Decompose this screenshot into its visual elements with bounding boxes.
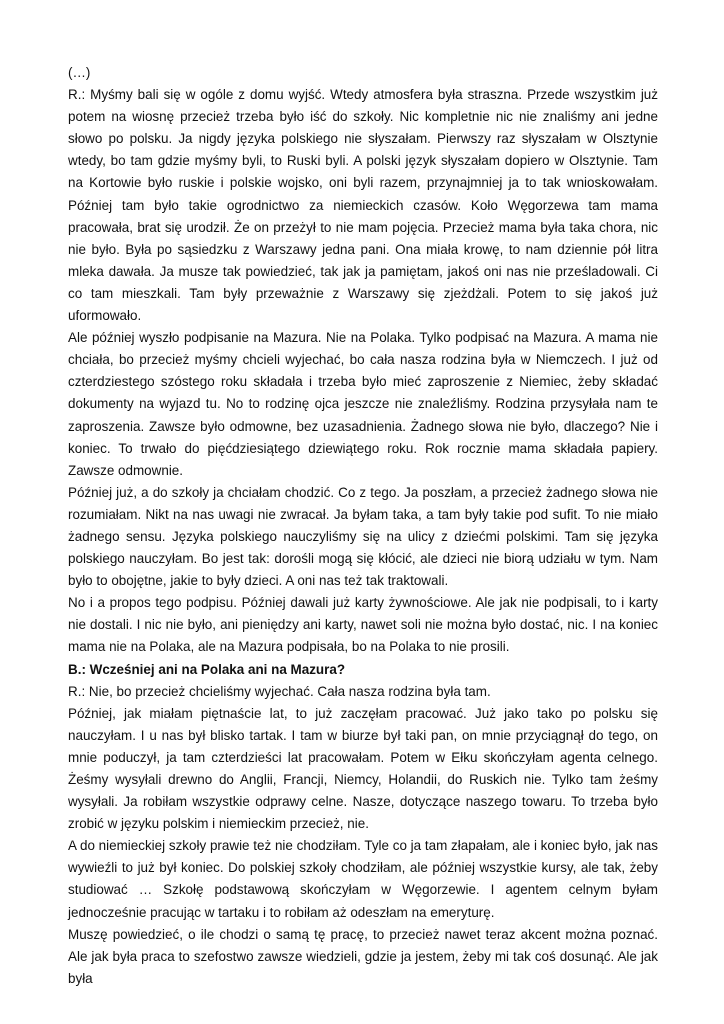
answer-paragraph: No i a propos tego podpisu. Później dawali już karty żywnościowe. Ale jak nie podpisali, to i karty nie dostali. I nic nie było, ani pieniędzy ani karty, nawet soli nie można było dostać, nic. I na koniec mama nie na Polaka, ale na Mazura podpisała, bo na Polaka to nie prosili. — [68, 595, 658, 655]
ellipsis-marker: (…) — [68, 65, 91, 80]
answer-paragraph: Później już, a do szkoły ja chciałam chodzić. Co z tego. Ja poszłam, a przecież żadnego słowa nie rozumiałam. Nikt na nas uwagi nie zwracał. Ja byłam taka, a tam były takie pod sufit. To nie miało żadnego sensu. Języka polskiego nauczyliśmy się na ulicy z dziećmi polskimi. Tam się języka polskiego nauczyłam. Bo jest tak: dorośli mogą się kłócić, ale dzieci nie biorą udziału w tym. Nam było to obojętne, jakie to były dzieci. A oni nas też tak traktowali. — [68, 484, 658, 589]
answer-paragraph: A do niemieckiej szkoły prawie też nie chodziłam. Tyle co ja tam złapałam, ale i koniec było, jak nas wywieźli to już był koniec. Do polskiej szkoły chodziłam, ale później wszystkie kursy, ale tak, żeby studiować … Szkołę podstawową skończyłam w Węgorzewie. I agentem celnym byłam jednocześnie pracując w tartaku i to robiłam aż odeszłam na emeryturę. — [68, 838, 658, 920]
answer-paragraph: Ale później wyszło podpisanie na Mazura. Nie na Polaka. Tylko podpisać na Mazura. A mama nie chciała, bo przecież myśmy chcieli wyjechać, bo cała nasza rodzina była w Niemczech. I już od czterdziestego szóstego roku składała i trzeba było mieć zaproszenie z Niemiec, żeby składać dokumenty na wyjazd tu. No to rodzinę ojca jeszcze nie znaleźliśmy. Rodzina przysyłała nam te zaproszenia. Zawsze było odmowne, bez uzasadnienia. Żadnego słowa nie było, dlaczego? Nie i koniec. To trwało do pięćdziesiątego dziewiątego roku. Rok rocznie mama składała papiery. Zawsze odmownie. — [68, 330, 658, 478]
answer-paragraph: R.: Myśmy bali się w ogóle z domu wyjść. Wtedy atmosfera była straszna. Przede wszystkim już potem na wiosnę przecież trzeba było iść do szkoły. Nic kompletnie nic nie znaliśmy ani jedne słowo po polsku. Ja nigdy języka polskiego nie słyszałam. Pierwszy raz słyszałam w Olsztynie wtedy, bo tam gdzie myśmy byli, to Ruski byli. A polski język słyszałam dopiero w Olsztynie. Tam na Kortowie było ruskie i polskie wojsko, oni byli razem, przynajmniej ja to tak wnioskowałam. Później tam było takie ogrodnictwo za niemieckich czasów. Koło Węgorzewa tam mama pracowała, brat się urodził. Że on przeżył to nie mam pojęcia. Przecież mama była taka chora, nic nie było. Była po sąsiedzku z Warszawy jedna pani. Ona miała krowę, to nam dziennie pół litra mleka dawała. Ja musze tak powiedzieć, tak jak ja pamiętam, jakoś oni nas nie prześladowali. Ci co tam mieszkali. Tam były przeważnie z Warszawy się zjeżdżali. Potem to się jakoś już uformowało. — [68, 87, 658, 324]
answer-paragraph: Muszę powiedzieć, o ile chodzi o samą tę pracę, to przecież nawet teraz akcent można poznać. Ale jak była praca to szefostwo zawsze wiedzieli, gdzie ja jestem, żeby mi tak coś dosunąć. Ale jak była — [68, 926, 658, 986]
answer-paragraph: R.: Nie, bo przecież chcieliśmy wyjechać. Cała nasza rodzina była tam. — [68, 683, 491, 699]
interviewer-question: B.: Wcześniej ani na Polaka ani na Mazura? — [68, 661, 346, 677]
answer-paragraph: Później, jak miałam piętnaście lat, to już zaczęłam pracować. Już jako tako po polsku się nauczyłam. I u nas był blisko tartak. I tam w biurze był taki pan, on mnie przyciągnął do tego, on mnie poduczył, ja tam czterdzieści lat pracowałam. Potem w Ełku skończyłam agenta celnego. Żeśmy wysyłali drewno do Anglii, Francji, Niemcy, Holandii, do Ruskich nie. Tylko tam żeśmy wysyłali. Ja robiłam wszystkie odprawy celne. Nasze, dotyczące naszego towaru. To trzeba było zrobić w języku polskim i niemieckim przecież, nie. — [68, 705, 658, 832]
